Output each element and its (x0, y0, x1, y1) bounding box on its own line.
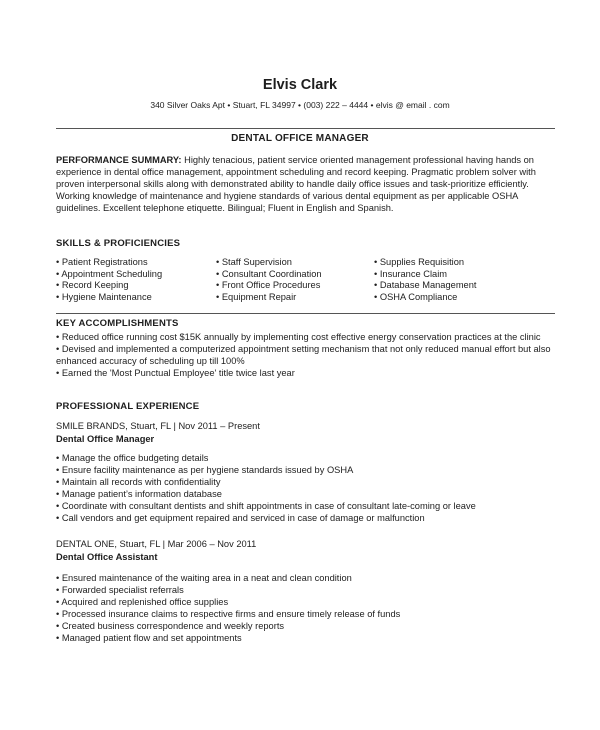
skills-column-1 (56, 257, 162, 303)
job-title: DENTAL OFFICE MANAGER (231, 133, 369, 144)
list-item: • Acquired and replenished office supplies (56, 597, 229, 607)
skills-list (56, 257, 556, 303)
list-item: • Managed patient flow and set appointments (56, 633, 242, 643)
skill-item: • Database Management (374, 280, 477, 290)
skill-item: • Front Office Procedures (216, 280, 321, 290)
job-duties-list (56, 452, 556, 524)
skill-item: • Consultant Coordination (216, 268, 322, 279)
skills-column-3 (374, 257, 476, 303)
list-item: • Ensure facility maintenance as per hygiene standards issued by OSHA (56, 465, 354, 475)
accomplishments-heading: KEY ACCOMPLISHMENTS (56, 318, 179, 329)
list-item: • Call vendors and get equipment repaired and serviced in case of damage or malfunction (56, 513, 425, 523)
skills-heading: SKILLS & PROFICIENCIES (56, 238, 181, 249)
list-item: • Ensured maintenance of the waiting area in a neat and clean condition (56, 573, 352, 583)
list-item: • Earned the 'Most Punctual Employee' title twice last year (56, 368, 295, 378)
contact-line: 340 Silver Oaks Apt • Stuart, FL 34997 • (003) 222 – 4444 • elvis @ email . com (150, 100, 450, 110)
skills-column-2 (216, 257, 322, 303)
summary-text: Highly tenacious, patient service oriented management professional having hands on experience in dental office management, appointment scheduling and record keeping. Pragmatic problem solver with proven interpersonal skills along with demonstrated ability to handle daily office issues and task-prioritize efficiently. Working knowledge of maintenance and hygiene standards of various dental equipment as per applicable OSHA guidelines. Excellent telephone etiquette. Bilingual; Fluent in English and Spanish. (56, 155, 536, 213)
skill-item: • Patient Registrations (56, 257, 148, 267)
performance-summary (56, 154, 556, 214)
list-item: • Devised and implemented a computerized appointment setting mechanism that not only reduced manual effort but also enhanced accuracy of scheduling up till 100% (56, 344, 551, 366)
list-item: • Coordinate with consultant dentists and shift appointments in case of consultant late-coming or leave (56, 501, 476, 511)
job-company: DENTAL ONE, Stuart, FL | Mar 2006 – Nov 2011 (56, 539, 257, 549)
top-divider (56, 128, 555, 129)
summary-label: PERFORMANCE SUMMARY: (56, 155, 182, 165)
skill-item: • Appointment Scheduling (56, 268, 163, 279)
job-role: Dental Office Assistant (56, 552, 158, 562)
job-duties-list (56, 572, 556, 644)
job-company: SMILE BRANDS, Stuart, FL | Nov 2011 – Present (56, 421, 260, 431)
skill-item: • Record Keeping (56, 280, 129, 290)
skill-item: • Hygiene Maintenance (56, 291, 152, 302)
skills-divider (56, 313, 555, 314)
list-item: • Manage patient’s information database (56, 489, 222, 499)
job-role: Dental Office Manager (56, 434, 155, 444)
accomplishments-list (56, 331, 556, 379)
skill-item: • Equipment Repair (216, 291, 297, 302)
candidate-name: Elvis Clark (262, 77, 338, 93)
skill-item: • Staff Supervision (216, 257, 292, 267)
skill-item: • Supplies Requisition (374, 257, 465, 267)
list-item: • Processed insurance claims to respective firms and ensure timely release of funds (56, 609, 401, 619)
experience-heading: PROFESSIONAL EXPERIENCE (56, 401, 200, 412)
list-item: • Manage the office budgeting details (56, 453, 209, 463)
skill-item: • OSHA Compliance (374, 291, 458, 302)
list-item: • Reduced office running cost $15K annually by implementing cost effective energy conservation practices at the clinic (56, 332, 541, 342)
list-item: • Maintain all records with confidentiality (56, 477, 221, 487)
list-item: • Forwarded specialist referrals (56, 585, 184, 595)
skill-item: • Insurance Claim (374, 268, 448, 279)
list-item: • Created business correspondence and weekly reports (56, 621, 285, 631)
